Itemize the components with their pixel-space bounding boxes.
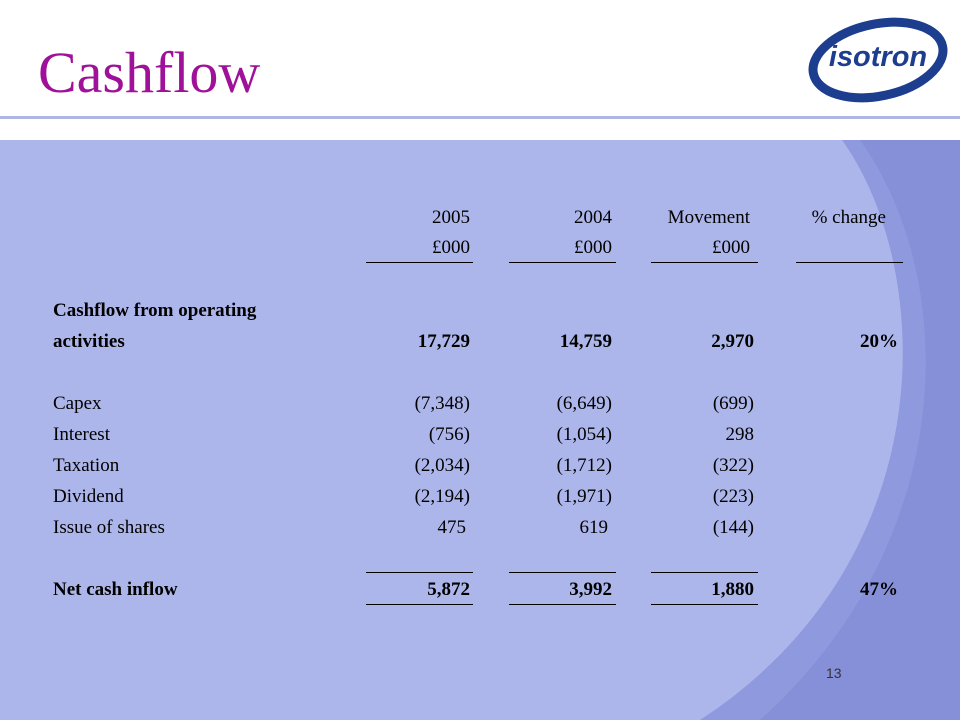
shares-movement: (144) — [712, 517, 754, 538]
net-2005: 5,872 — [427, 579, 470, 600]
net-pct: 47% — [860, 579, 898, 600]
shares-2004: 619 — [579, 517, 608, 538]
row-label-taxation: Taxation — [53, 455, 120, 476]
capex-2005: (7,348) — [414, 393, 470, 414]
net-movement: 1,880 — [711, 579, 754, 600]
row-label-interest: Interest — [53, 424, 110, 445]
net-bottomline-2005 — [366, 604, 473, 605]
operating-movement: 2,970 — [711, 331, 754, 352]
net-bottomline-movement — [651, 604, 758, 605]
header-underline-2005 — [366, 262, 473, 263]
shares-2005: 475 — [437, 517, 466, 538]
dividend-2004: (1,971) — [556, 486, 612, 507]
interest-2004: (1,054) — [556, 424, 612, 445]
dividend-movement: (223) — [712, 486, 754, 507]
header-2004: 2004 — [574, 207, 612, 228]
net-topline-2004 — [509, 572, 616, 573]
header-2005-unit: £000 — [432, 237, 470, 258]
taxation-2004: (1,712) — [556, 455, 612, 476]
header-2004-unit: £000 — [574, 237, 612, 258]
title-divider — [0, 116, 960, 119]
header-pct-change: % change — [811, 207, 886, 228]
operating-label-line1: Cashflow from operating — [53, 300, 257, 321]
header-underline-movement — [651, 262, 758, 263]
operating-2005: 17,729 — [417, 331, 470, 352]
capex-movement: (699) — [712, 393, 754, 414]
interest-2005: (756) — [428, 424, 470, 445]
slide-title: Cashflow — [38, 40, 261, 105]
isotron-logo — [806, 12, 954, 108]
net-label: Net cash inflow — [53, 579, 178, 600]
logo-text: isotron — [828, 41, 928, 73]
dividend-2005: (2,194) — [414, 486, 470, 507]
page-number: 13 — [826, 665, 842, 681]
operating-pct: 20% — [860, 331, 898, 352]
row-label-capex: Capex — [53, 393, 102, 414]
row-label-issue-of-shares: Issue of shares — [53, 517, 165, 538]
header-underline-2004 — [509, 262, 616, 263]
header-underline-pct — [796, 262, 903, 263]
interest-movement: 298 — [725, 424, 754, 445]
net-2004: 3,992 — [569, 579, 612, 600]
header-2005: 2005 — [432, 207, 470, 228]
net-bottomline-2004 — [509, 604, 616, 605]
operating-2004: 14,759 — [559, 331, 612, 352]
taxation-movement: (322) — [712, 455, 754, 476]
row-label-dividend: Dividend — [53, 486, 124, 507]
net-topline-movement — [651, 572, 758, 573]
taxation-2005: (2,034) — [414, 455, 470, 476]
net-topline-2005 — [366, 572, 473, 573]
header-movement-unit: £000 — [712, 237, 750, 258]
operating-label-line2: activities — [53, 331, 125, 352]
capex-2004: (6,649) — [556, 393, 612, 414]
header-movement: Movement — [667, 207, 750, 228]
